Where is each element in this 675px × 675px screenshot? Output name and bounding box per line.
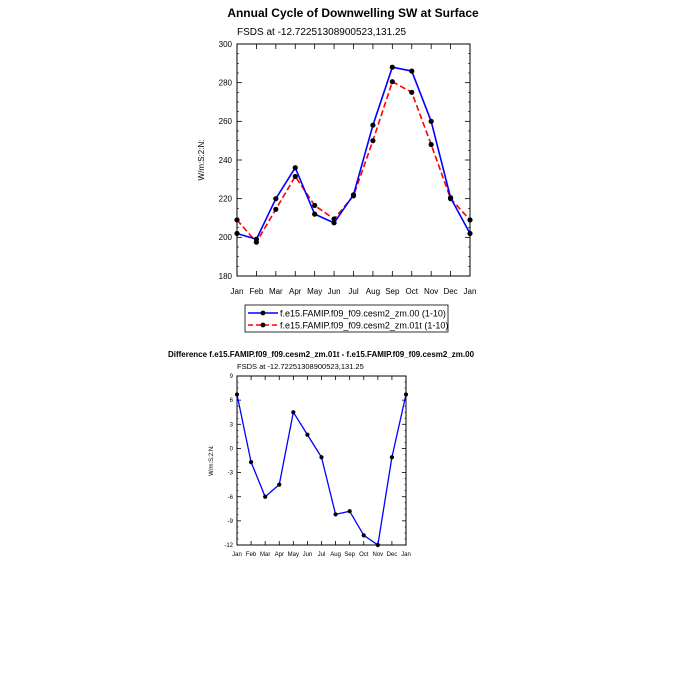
x-tick-label: Sep xyxy=(385,287,400,296)
data-point xyxy=(390,65,395,70)
series-line-2 xyxy=(237,82,470,242)
y-tick-label: 300 xyxy=(218,39,232,49)
plot-frame xyxy=(237,44,470,276)
y-tick-label: -3 xyxy=(227,470,233,477)
y-tick-label: 180 xyxy=(218,271,232,281)
data-point xyxy=(409,68,414,73)
x-tick-label: Dec xyxy=(443,287,458,296)
data-point xyxy=(263,495,267,499)
data-point xyxy=(234,231,239,236)
data-point xyxy=(291,410,295,414)
legend-marker xyxy=(261,311,266,316)
x-tick-label: Apr xyxy=(274,552,284,558)
data-point xyxy=(254,237,259,242)
legend-label-2: f.e15.FAMIP.f09_f09.cesm2_zm.01t (1-10) xyxy=(280,320,449,331)
legend-marker xyxy=(261,323,266,328)
x-tick-label: Jun xyxy=(327,287,341,296)
data-point xyxy=(351,192,356,197)
data-point xyxy=(376,543,380,547)
data-point xyxy=(293,165,298,170)
x-tick-label: Jul xyxy=(317,552,326,558)
y-tick-label: 240 xyxy=(218,155,232,165)
data-point xyxy=(467,217,472,222)
x-tick-label: Dec xyxy=(386,552,398,558)
chart-subtitle: FSDS at -12.72251308900523,131.25 xyxy=(237,27,407,38)
x-tick-label: May xyxy=(287,552,300,558)
data-point xyxy=(249,460,253,464)
x-tick-label: Mar xyxy=(259,552,271,558)
chart-2 xyxy=(168,350,475,558)
data-point xyxy=(331,220,336,225)
data-point xyxy=(370,138,375,143)
data-point xyxy=(273,207,278,212)
y-tick-label: 200 xyxy=(218,233,232,243)
x-tick-label: Feb xyxy=(245,552,257,558)
x-tick-label: Nov xyxy=(424,287,439,296)
data-point xyxy=(348,509,352,513)
data-point xyxy=(319,455,323,459)
x-tick-label: Mar xyxy=(268,287,283,296)
series-line-1 xyxy=(237,67,470,239)
data-point xyxy=(409,90,414,95)
y-tick-label: -9 xyxy=(227,518,233,525)
data-point xyxy=(362,533,366,537)
plot-frame xyxy=(237,376,406,545)
data-point xyxy=(390,455,394,459)
data-point xyxy=(467,231,472,236)
chart-title: Annual Cycle of Downwelling SW at Surface xyxy=(227,6,479,20)
y-tick-label: 6 xyxy=(229,398,233,405)
x-tick-label: Jul xyxy=(348,287,359,296)
chart-subtitle: FSDS at -12.72251308900523,131.25 xyxy=(237,362,364,371)
y-tick-label: 220 xyxy=(218,194,232,204)
y-tick-label: 280 xyxy=(218,78,232,88)
data-point xyxy=(305,433,309,437)
data-point xyxy=(448,195,453,200)
data-point xyxy=(293,174,298,179)
series-line-1 xyxy=(237,395,406,545)
x-tick-label: Jan xyxy=(401,552,411,558)
x-tick-label: Nov xyxy=(372,552,384,558)
data-point xyxy=(312,212,317,217)
data-point xyxy=(404,392,408,396)
chart-title: Difference f.e15.FAMIP.f09_f09.cesm2_zm.01t - f.e15.FAMIP.f09_f09.cesm2_zm.00 xyxy=(167,350,475,359)
data-point xyxy=(235,392,239,396)
x-tick-label: Jan xyxy=(230,287,244,296)
y-tick-label: -6 xyxy=(227,494,233,501)
x-tick-label: Jun xyxy=(302,552,313,558)
chart-1 xyxy=(197,6,479,332)
x-tick-label: Apr xyxy=(289,287,302,296)
x-tick-label: Feb xyxy=(249,287,264,296)
x-tick-label: Aug xyxy=(330,552,341,558)
data-point xyxy=(370,123,375,128)
data-point xyxy=(312,203,317,208)
y-tick-label: 9 xyxy=(229,374,233,381)
data-point xyxy=(429,119,434,124)
data-point xyxy=(234,217,239,222)
data-point xyxy=(273,196,278,201)
data-point xyxy=(277,483,281,487)
x-tick-label: May xyxy=(307,287,323,296)
data-point xyxy=(429,142,434,147)
x-tick-label: Oct xyxy=(359,552,369,558)
x-tick-label: Sep xyxy=(344,552,356,558)
y-tick-label: 260 xyxy=(218,117,232,127)
y-tick-label: 3 xyxy=(229,422,233,429)
y-tick-label: 0 xyxy=(229,446,233,453)
y-axis-label: W/m:S:2:N: xyxy=(197,139,206,181)
y-axis-label: W/m:S:2:N: xyxy=(209,445,215,476)
legend-label-1: f.e15.FAMIP.f09_f09.cesm2_zm.00 (1-10) xyxy=(280,308,446,319)
x-tick-label: Aug xyxy=(365,287,381,296)
x-tick-label: Oct xyxy=(405,287,418,296)
x-tick-label: Jan xyxy=(463,287,477,296)
y-tick-label: -12 xyxy=(224,543,233,550)
x-tick-label: Jan xyxy=(232,552,242,558)
data-point xyxy=(390,79,395,84)
data-point xyxy=(333,512,337,516)
